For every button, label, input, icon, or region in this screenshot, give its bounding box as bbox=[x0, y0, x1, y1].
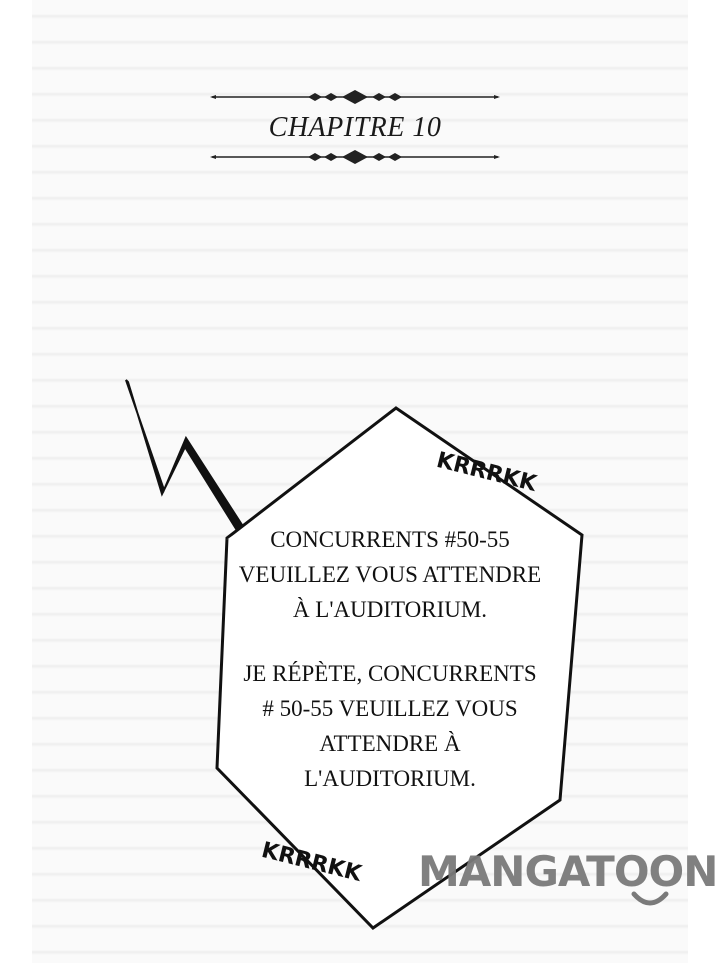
smile-icon bbox=[630, 890, 670, 910]
mangatoon-watermark bbox=[418, 846, 720, 916]
speech-paragraph-2 bbox=[222, 656, 558, 796]
watermark-text: MANGATOON bbox=[418, 847, 718, 896]
sound-effect-top: KRRRKK bbox=[433, 448, 539, 497]
sound-effect-bottom: KRRRKK bbox=[258, 838, 364, 887]
speech-line: # 50-55 VEUILLEZ VOUS bbox=[262, 696, 518, 721]
chapter-title: CHAPITRE 10 bbox=[268, 112, 442, 143]
speech-line: L'AUDITORIUM. bbox=[304, 766, 476, 791]
speech-line: CONCURRENTS #50-55 bbox=[270, 527, 510, 552]
speech-line: VEUILLEZ VOUS ATTENDRE bbox=[238, 562, 542, 587]
speech-paragraph-1 bbox=[222, 522, 558, 627]
speech-line: JE RÉPÈTE, CONCURRENTS bbox=[243, 661, 537, 686]
lightning-tail bbox=[126, 380, 244, 532]
speech-line: À L'AUDITORIUM. bbox=[292, 597, 488, 622]
speech-line: ATTENDRE À bbox=[319, 731, 461, 756]
